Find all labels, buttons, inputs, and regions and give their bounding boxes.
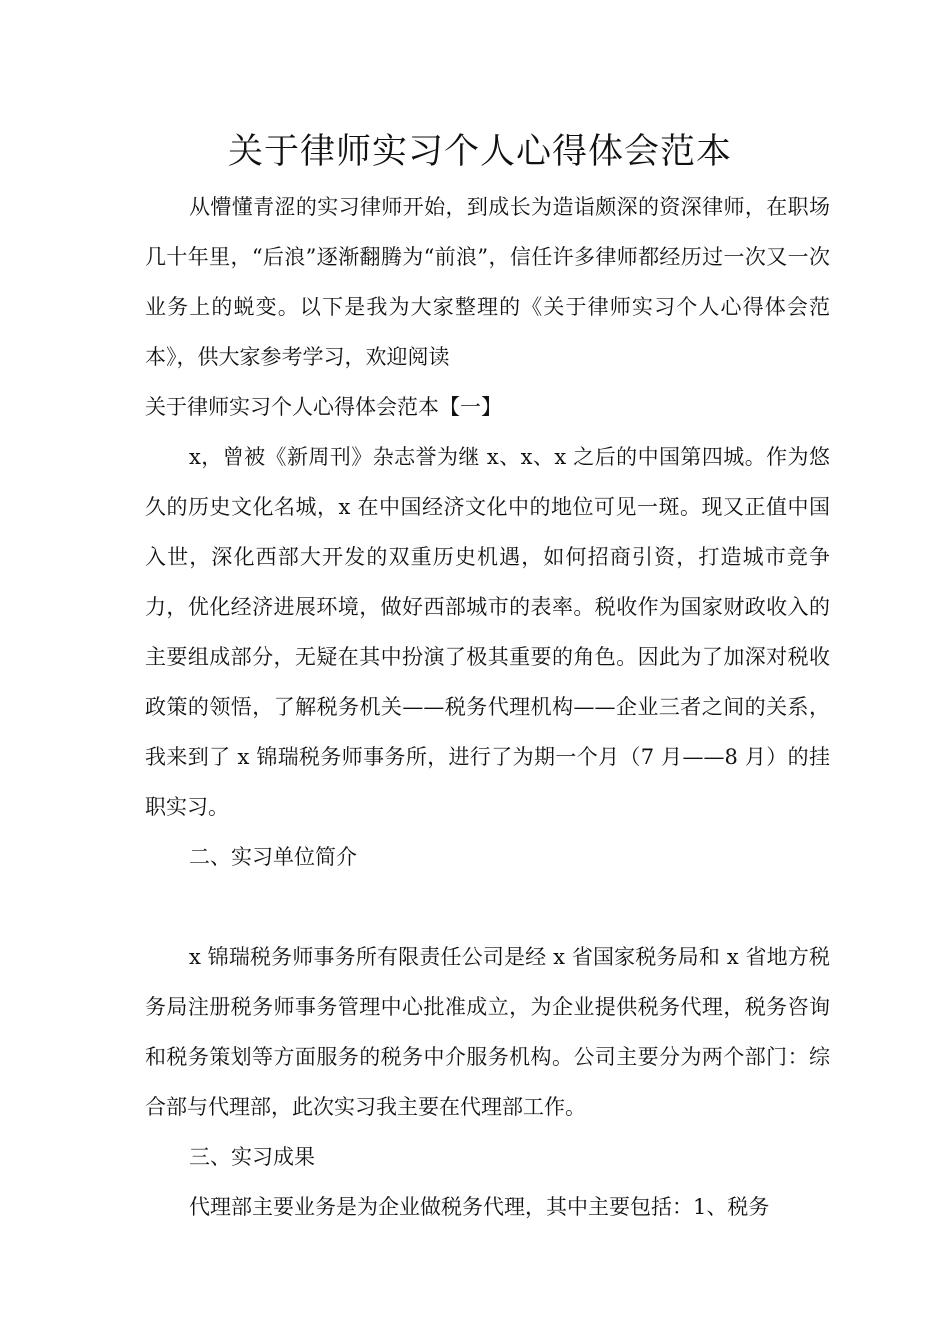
intro-paragraph: 从懵懂青涩的实习律师开始，到成长为造诣颇深的资深律师，在职场几十年里，“后浪”逐渐翻腾为“前浪”，信任许多律师都经历过一次又一次业务上的蜕变。以下是我为大家整理的《关于律师实习个人心得体会范本》，供大家参考学习，欢迎阅读: [145, 195, 830, 369]
paragraph-1: x，曾被《新周刊》杂志誉为继 x、x、x 之后的中国第四城。作为悠久的历史文化名城，x 在中国经济文化中的地位可见一斑。现又正值中国入世，深化西部大开发的双重历史机遇，如何招商引资，打造城市竞争力，优化经济进展环境，做好西部城市的表率。税收作为国家财政收入的主要组成部分，无疑在其中扮演了极其重要的角色。因此为了加深对税收政策的领悟，了解税务机关——税务代理机构——企业三者之间的关系，我来到了 x 锦瑞税务师事务所，进行了为期一个月（7 月——8 月）的挂职实习。: [145, 445, 830, 819]
document-title: 关于律师实习个人心得体会范本: [227, 132, 732, 172]
heading-results: 三、实习成果: [189, 1145, 315, 1169]
heading-unit-intro: 二、实习单位简介: [189, 845, 357, 869]
section-title: 关于律师实习个人心得体会范本【一】: [145, 395, 502, 419]
paragraph-3: 代理部主要业务是为企业做税务代理，其中主要包括：1、税务: [189, 1195, 770, 1219]
blank-line: [145, 882, 830, 932]
paragraph-2: x 锦瑞税务师事务所有限责任公司是经 x 省国家税务局和 x 省地方税务局注册税务师事务管理中心批准成立，为企业提供税务代理，税务咨询和税务策划等方面服务的税务中介服务机构。公司主要分为两个部门：综合部与代理部，此次实习我主要在代理部工作。: [145, 945, 830, 1119]
